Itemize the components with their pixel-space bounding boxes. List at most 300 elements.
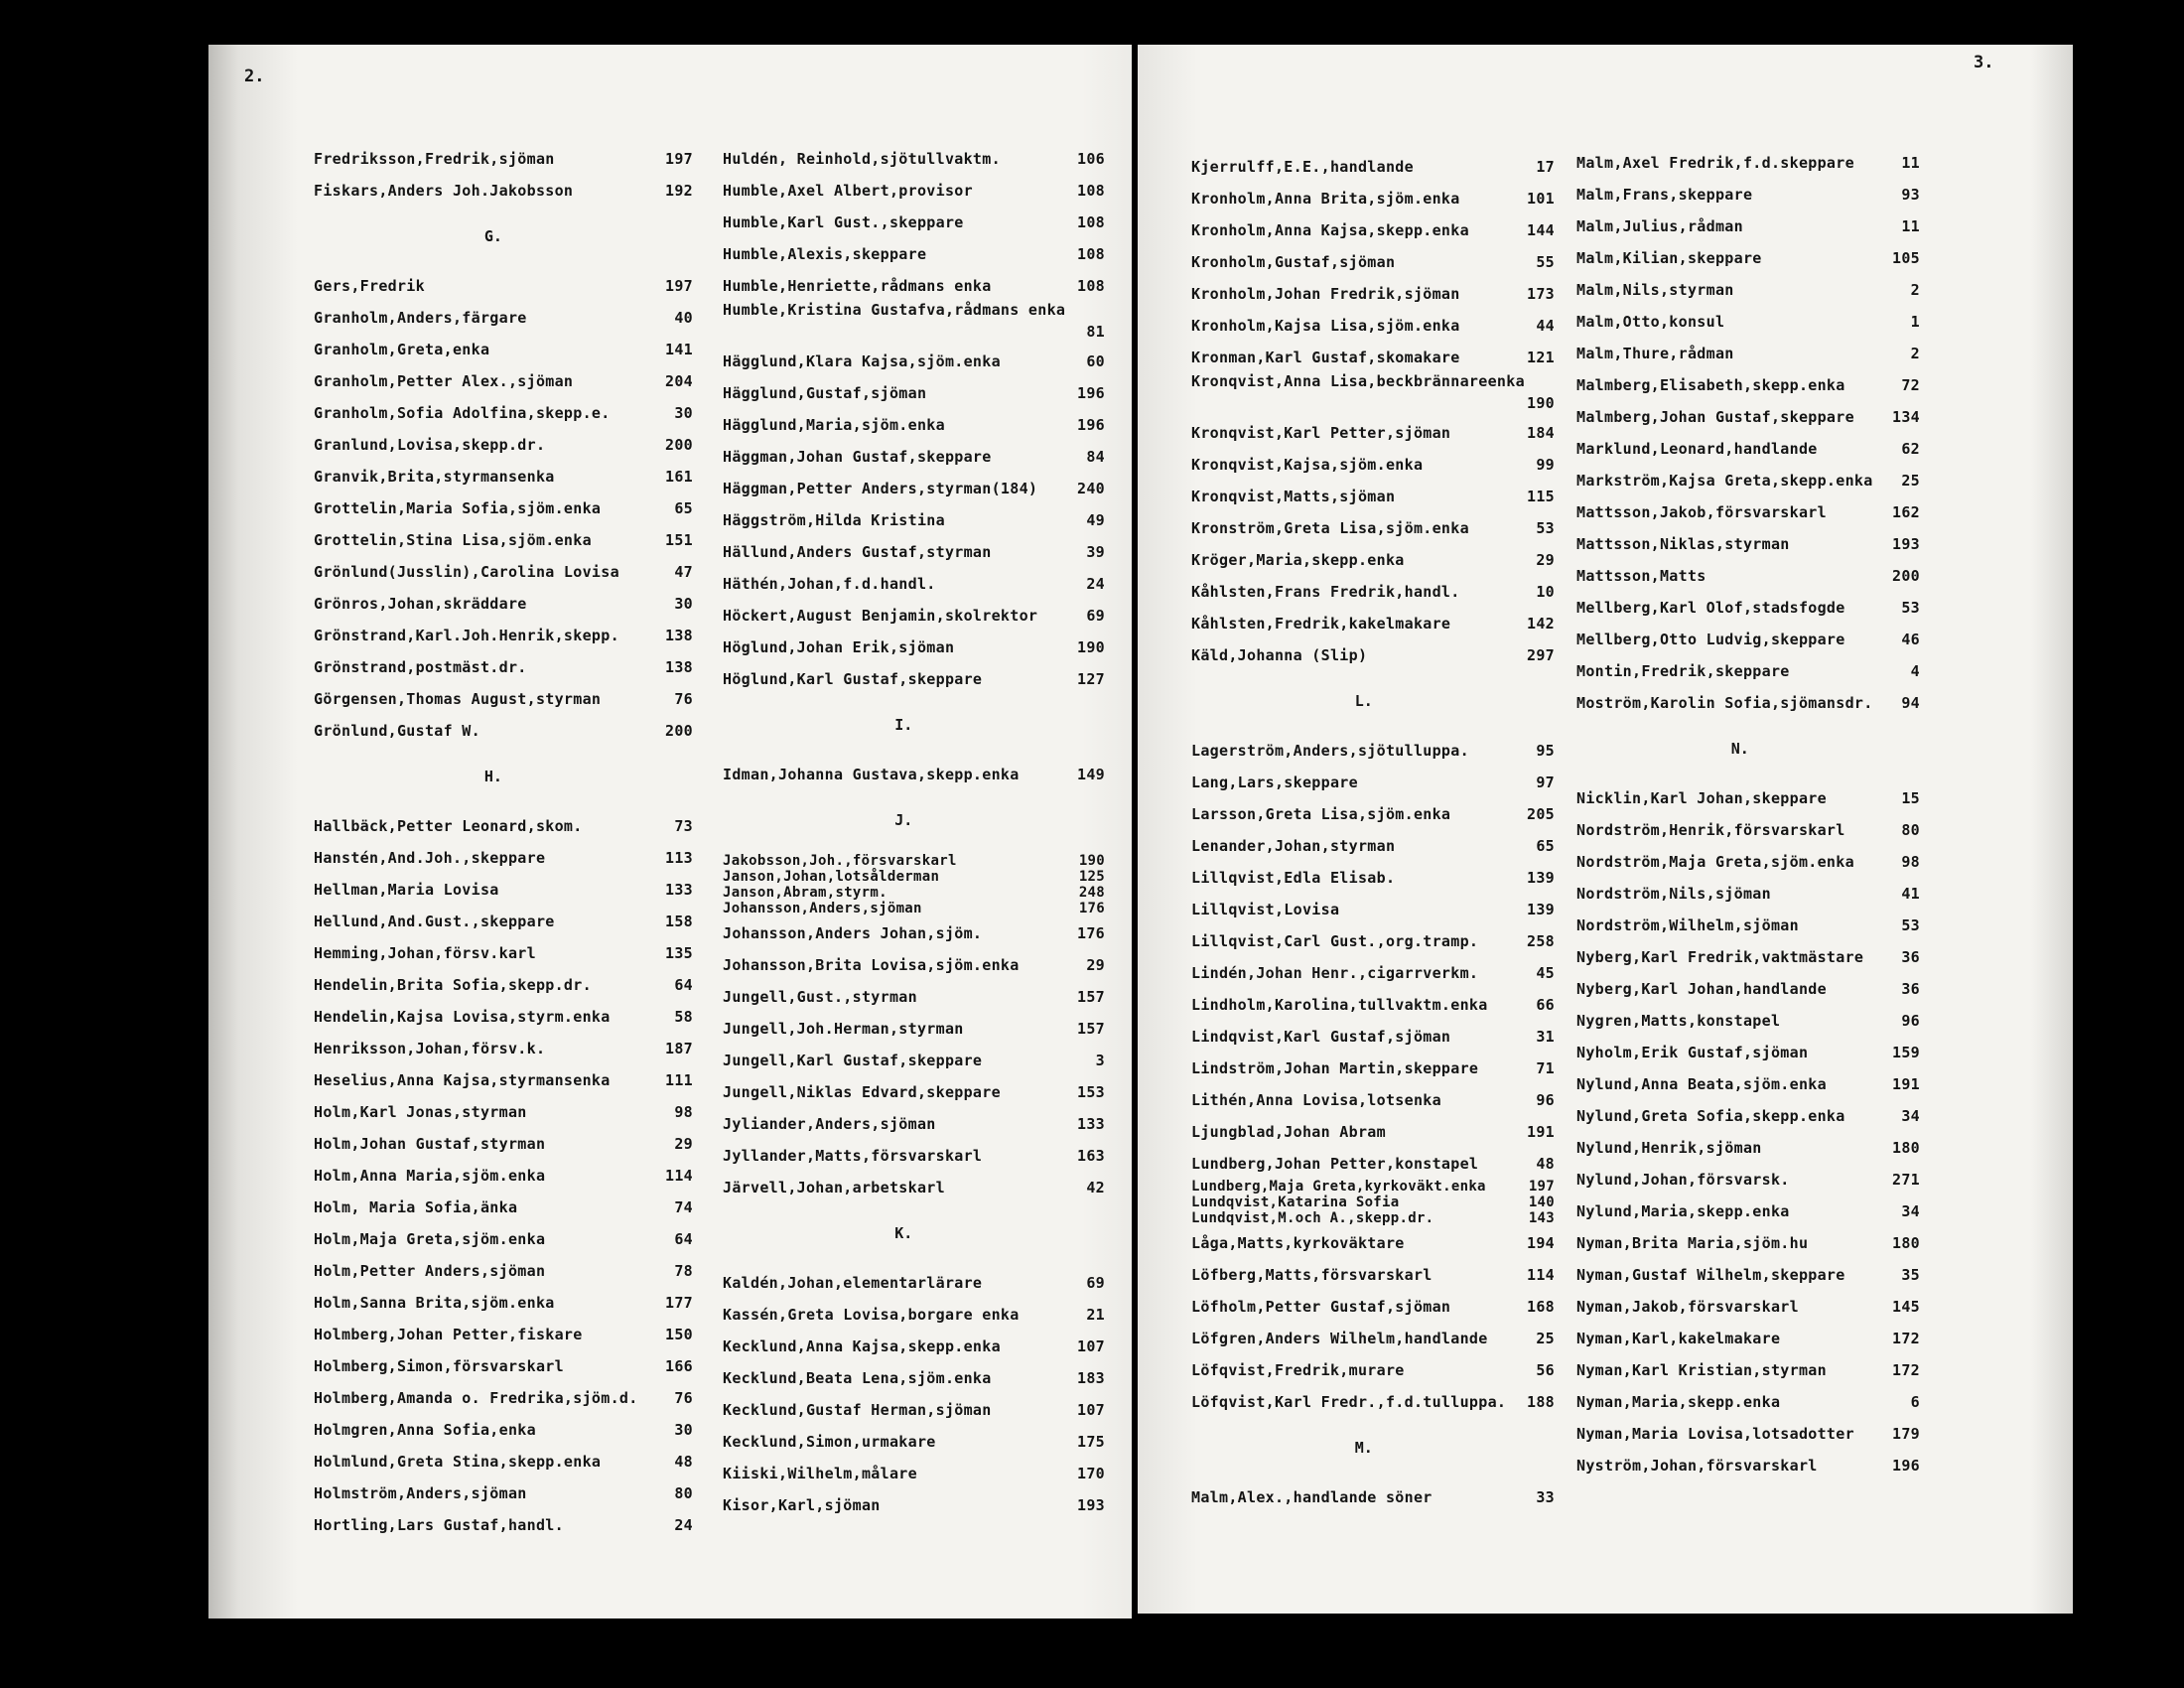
entry-name: Marklund,Leonard,handlande xyxy=(1576,440,1818,458)
entry-number: 36 xyxy=(1901,980,1920,998)
entry-number: 30 xyxy=(674,1421,693,1439)
entry-name: Görgensen,Thomas August,styrman xyxy=(314,690,602,708)
entry-number: 190 xyxy=(1077,638,1105,656)
index-entry xyxy=(314,714,693,746)
entry-name: Låga,Matts,kyrkoväktare xyxy=(1191,1234,1405,1252)
entry-number: 44 xyxy=(1536,317,1555,335)
entry-name: Kecklund,Beata Lena,sjöm.enka xyxy=(723,1369,992,1387)
entry-number: 65 xyxy=(1536,837,1555,855)
index-entry xyxy=(1576,1290,1920,1322)
entry-number: 35 xyxy=(1901,1266,1920,1284)
entry-number: 297 xyxy=(1527,646,1555,664)
entry-number: 190 xyxy=(1527,394,1555,412)
entry-name: Humble,Karl Gust.,skeppare xyxy=(723,213,964,231)
index-entry xyxy=(314,841,693,873)
index-entry xyxy=(1191,1179,1555,1195)
index-entry xyxy=(723,376,1105,408)
index-entry xyxy=(723,869,1105,885)
entry-number: 176 xyxy=(1077,924,1105,942)
entry-name: Nyman,Maria,skepp.enka xyxy=(1576,1393,1781,1411)
entry-name: Grönstrand,postmäst.dr. xyxy=(314,658,527,676)
entry-name: Lillqvist,Carl Gust.,org.tramp. xyxy=(1191,932,1479,950)
index-entry xyxy=(1576,1067,1920,1099)
entry-name: Mellberg,Otto Ludvig,skeppare xyxy=(1576,631,1845,648)
entry-number: 175 xyxy=(1077,1433,1105,1451)
index-entry xyxy=(314,905,693,936)
entry-number: 141 xyxy=(665,341,693,358)
index-entry xyxy=(314,142,693,174)
entry-name: Holmberg,Simon,försvarskarl xyxy=(314,1357,564,1375)
page-number: 2. xyxy=(244,67,265,86)
index-entry xyxy=(1576,940,1920,972)
entry-name: Jungell,Niklas Edvard,skeppare xyxy=(723,1083,1001,1101)
entry-number: 187 xyxy=(665,1040,693,1057)
entry-name: Höckert,August Benjamin,skolrektor xyxy=(723,607,1038,625)
index-entry xyxy=(1576,1163,1920,1195)
index-entry xyxy=(723,885,1105,901)
index-entry xyxy=(1576,337,1920,368)
index-entry xyxy=(1191,638,1555,670)
index-entry xyxy=(314,333,693,364)
index-entry xyxy=(1576,1195,1920,1226)
index-entry xyxy=(314,682,693,714)
entry-number: 139 xyxy=(1527,869,1555,887)
entry-name: Kronholm,Kajsa Lisa,sjöm.enka xyxy=(1191,317,1460,335)
entry-name: Kronholm,Anna Brita,sjöm.enka xyxy=(1191,190,1460,208)
entry-name: Nygren,Matts,konstapel xyxy=(1576,1012,1781,1030)
index-entry xyxy=(723,535,1105,567)
entry-name: Kröger,Maria,skepp.enka xyxy=(1191,551,1405,569)
index-entry xyxy=(314,809,693,841)
section-letter-text: M. xyxy=(1354,1439,1373,1457)
entry-number: 45 xyxy=(1536,964,1555,982)
entry-number: 161 xyxy=(665,468,693,486)
index-entry xyxy=(1576,623,1920,654)
entry-name: Nyman,Brita Maria,sjöm.hu xyxy=(1576,1234,1809,1252)
entry-number: 180 xyxy=(1892,1139,1920,1157)
index-entry xyxy=(314,1191,693,1222)
entry-name: Nordström,Henrik,försvarskarl xyxy=(1576,821,1845,839)
entry-name: Holm,Maja Greta,sjöm.enka xyxy=(314,1230,546,1248)
index-entry xyxy=(1576,432,1920,464)
entry-number: 183 xyxy=(1077,1369,1105,1387)
entry-number: 108 xyxy=(1077,213,1105,231)
entry-name: Grönros,Johan,skräddare xyxy=(314,595,527,613)
index-entry xyxy=(723,472,1105,503)
entry-name: Kronström,Greta Lisa,sjöm.enka xyxy=(1191,519,1469,537)
entry-name: Nyman,Gustaf Wilhelm,skeppare xyxy=(1576,1266,1845,1284)
index-entry xyxy=(723,1361,1105,1393)
index-entry xyxy=(314,1286,693,1318)
entry-number: 55 xyxy=(1536,253,1555,271)
entry-number: 80 xyxy=(1901,821,1920,839)
entry-name: Malm,Axel Fredrik,f.d.skeppare xyxy=(1576,154,1854,172)
section-letter xyxy=(1191,670,1555,734)
index-entry xyxy=(1191,797,1555,829)
entry-number: 114 xyxy=(665,1167,693,1185)
index-entry xyxy=(1191,511,1555,543)
entry-number: 121 xyxy=(1527,349,1555,366)
index-entry xyxy=(1576,1131,1920,1163)
entry-number: 196 xyxy=(1077,384,1105,402)
index-entry xyxy=(723,269,1105,301)
entry-name: Johansson,Anders,sjöman xyxy=(723,901,922,916)
index-entry xyxy=(1576,781,1920,813)
entry-number: 78 xyxy=(674,1262,693,1280)
entry-name: Grönlund(Jusslin),Carolina Lovisa xyxy=(314,563,619,581)
entry-number: 106 xyxy=(1077,150,1105,168)
entry-number: 65 xyxy=(674,499,693,517)
index-entry xyxy=(1191,245,1555,277)
entry-name: Lenander,Johan,styrman xyxy=(1191,837,1396,855)
index-entry xyxy=(723,916,1105,948)
index-entry xyxy=(314,1413,693,1445)
entry-number: 6 xyxy=(1910,1393,1920,1411)
entry-number: 39 xyxy=(1086,543,1105,561)
entry-number: 25 xyxy=(1901,472,1920,490)
entry-name: Lundberg,Johan Petter,konstapel xyxy=(1191,1155,1479,1173)
entry-number: 42 xyxy=(1086,1179,1105,1196)
index-entry xyxy=(723,1457,1105,1488)
entry-number: 113 xyxy=(665,849,693,867)
left-page xyxy=(208,45,1132,1618)
entry-name: Humble,Alexis,skeppare xyxy=(723,245,927,263)
entry-number: 196 xyxy=(1892,1457,1920,1475)
index-entry xyxy=(1191,893,1555,924)
index-entry xyxy=(1576,559,1920,591)
index-entry xyxy=(314,1445,693,1477)
entry-number: 24 xyxy=(674,1516,693,1534)
entry-number: 184 xyxy=(1527,424,1555,442)
entry-number: 71 xyxy=(1536,1059,1555,1077)
entry-name: Holmberg,Amanda o. Fredrika,sjöm.d. xyxy=(314,1389,638,1407)
entry-number: 93 xyxy=(1901,186,1920,204)
entry-name: Nyman,Karl Kristian,styrman xyxy=(1576,1361,1827,1379)
index-entry xyxy=(1191,341,1555,372)
index-entry xyxy=(1191,575,1555,607)
entry-number: 258 xyxy=(1527,932,1555,950)
entry-number: 80 xyxy=(674,1484,693,1502)
entry-number: 76 xyxy=(674,690,693,708)
entry-name: Kronqvist,Matts,sjöman xyxy=(1191,488,1396,505)
index-entry xyxy=(723,237,1105,269)
entry-name: Henriksson,Johan,försv.k. xyxy=(314,1040,546,1057)
entry-name: Kecklund,Anna Kajsa,skepp.enka xyxy=(723,1337,1001,1355)
entry-name: Hägglund,Gustaf,sjöman xyxy=(723,384,927,402)
index-entry xyxy=(1191,213,1555,245)
entry-number: 108 xyxy=(1077,277,1105,295)
entry-number: 53 xyxy=(1901,599,1920,617)
entry-name: Hendelin,Kajsa Lovisa,styrm.enka xyxy=(314,1008,611,1026)
index-entry xyxy=(1191,1115,1555,1147)
entry-name: Höglund,Johan Erik,sjöman xyxy=(723,638,955,656)
index-entry xyxy=(1576,527,1920,559)
entry-name: Fredriksson,Fredrik,sjöman xyxy=(314,150,555,168)
entry-number: 11 xyxy=(1901,154,1920,172)
entry-number: 73 xyxy=(674,817,693,835)
index-entry xyxy=(723,1425,1105,1457)
entry-number: 74 xyxy=(674,1198,693,1216)
entry-name: Mellberg,Karl Olof,stadsfogde xyxy=(1576,599,1845,617)
entry-number: 248 xyxy=(1078,885,1105,901)
index-entry xyxy=(1191,1290,1555,1322)
index-entry xyxy=(723,408,1105,440)
entry-number: 157 xyxy=(1077,1020,1105,1038)
index-entry xyxy=(314,428,693,460)
entry-name: Lindén,Johan Henr.,cigarrverkm. xyxy=(1191,964,1479,982)
entry-name: Hägglund,Klara Kajsa,sjöm.enka xyxy=(723,352,1001,370)
index-entry xyxy=(314,174,693,206)
index-entry xyxy=(1576,1417,1920,1449)
entry-number: 133 xyxy=(665,881,693,899)
index-entry xyxy=(723,1044,1105,1075)
index-entry xyxy=(1191,1385,1555,1417)
entry-name: Johansson,Anders Johan,sjöm. xyxy=(723,924,983,942)
index-entry xyxy=(1191,861,1555,893)
index-entry xyxy=(723,901,1105,916)
entry-number: 172 xyxy=(1892,1361,1920,1379)
index-entry xyxy=(1191,1195,1555,1210)
entry-number: 162 xyxy=(1892,503,1920,521)
entry-name: Janson,Abram,styrm. xyxy=(723,885,887,901)
index-entry xyxy=(314,587,693,619)
entry-name: Kronholm,Johan Fredrik,sjöman xyxy=(1191,285,1460,303)
entry-name: Humble,Axel Albert,provisor xyxy=(723,182,973,200)
entry-name: Holm,Karl Jonas,styrman xyxy=(314,1103,527,1121)
entry-number: 69 xyxy=(1086,607,1105,625)
entry-name: Nyman,Jakob,försvarskarl xyxy=(1576,1298,1799,1316)
entry-number: 15 xyxy=(1901,789,1920,807)
entry-number: 200 xyxy=(1892,567,1920,585)
section-letter-text: I. xyxy=(894,716,913,734)
index-entry xyxy=(723,345,1105,376)
entry-name: Nyberg,Karl Johan,handlande xyxy=(1576,980,1827,998)
entry-number: 192 xyxy=(665,182,693,200)
entry-number: 140 xyxy=(1528,1195,1555,1210)
entry-name: Lagerström,Anders,sjötulluppa. xyxy=(1191,742,1469,760)
index-entry xyxy=(314,968,693,1000)
entry-number: 2 xyxy=(1910,345,1920,362)
index-entry xyxy=(1576,464,1920,495)
index-entry xyxy=(723,1139,1105,1171)
entry-name: Kronholm,Anna Kajsa,skepp.enka xyxy=(1191,221,1469,239)
entry-name: Hendelin,Brita Sofia,skepp.dr. xyxy=(314,976,592,994)
index-entry xyxy=(723,853,1105,869)
index-entry xyxy=(723,1330,1105,1361)
index-entry xyxy=(314,650,693,682)
index-entry xyxy=(314,1127,693,1159)
entry-name: Hemming,Johan,försv.karl xyxy=(314,944,536,962)
entry-number: 153 xyxy=(1077,1083,1105,1101)
entry-name: Montin,Fredrik,skeppare xyxy=(1576,662,1790,680)
entry-name: Löfgren,Anders Wilhelm,handlande xyxy=(1191,1330,1488,1347)
entry-name: Hägglund,Maria,sjöm.enka xyxy=(723,416,945,434)
entry-number: 30 xyxy=(674,404,693,422)
index-entry xyxy=(314,1222,693,1254)
entry-number: 188 xyxy=(1527,1393,1555,1411)
entry-name: Moström,Karolin Sofia,sjömansdr. xyxy=(1576,694,1873,712)
entry-number: 134 xyxy=(1892,408,1920,426)
index-entry xyxy=(1191,734,1555,766)
entry-name: Lundberg,Maja Greta,kyrkoväkt.enka xyxy=(1191,1179,1486,1195)
entry-number: 34 xyxy=(1901,1107,1920,1125)
entry-number: 41 xyxy=(1901,885,1920,903)
index-entry xyxy=(314,364,693,396)
entry-number: 107 xyxy=(1077,1401,1105,1419)
entry-name: Granholm,Petter Alex.,sjöman xyxy=(314,372,574,390)
entry-number: 191 xyxy=(1892,1075,1920,1093)
index-entry xyxy=(723,599,1105,631)
entry-number: 168 xyxy=(1527,1298,1555,1316)
section-letter xyxy=(1576,718,1920,781)
index-entry xyxy=(1191,1083,1555,1115)
entry-name: Jyllander,Matts,försvarskarl xyxy=(723,1147,983,1165)
entry-name: Löfqvist,Karl Fredr.,f.d.tulluppa. xyxy=(1191,1393,1507,1411)
entry-number: 49 xyxy=(1086,511,1105,529)
entry-number: 190 xyxy=(1078,853,1105,869)
entry-number: 177 xyxy=(665,1294,693,1312)
index-entry xyxy=(314,873,693,905)
entry-name: Kiiski,Wilhelm,målare xyxy=(723,1465,917,1482)
entry-name: Malmberg,Johan Gustaf,skeppare xyxy=(1576,408,1854,426)
entry-number: 97 xyxy=(1536,774,1555,791)
entry-number: 96 xyxy=(1901,1012,1920,1030)
index-entry xyxy=(314,1000,693,1032)
entry-name: Häggman,Petter Anders,styrman(184) xyxy=(723,480,1038,497)
entry-number: 46 xyxy=(1901,631,1920,648)
entry-number: 138 xyxy=(665,658,693,676)
entry-name: Lindqvist,Karl Gustaf,sjöman xyxy=(1191,1028,1451,1046)
entry-name: Idman,Johanna Gustava,skepp.enka xyxy=(723,766,1020,783)
entry-name: Kassén,Greta Lovisa,borgare enka xyxy=(723,1306,1020,1324)
entry-number: 107 xyxy=(1077,1337,1105,1355)
index-entry xyxy=(1191,448,1555,480)
entry-name: Holm,Sanna Brita,sjöm.enka xyxy=(314,1294,555,1312)
index-entry xyxy=(723,1488,1105,1520)
entry-name: Nordström,Nils,sjöman xyxy=(1576,885,1771,903)
entry-name: Grönstrand,Karl.Joh.Henrik,skepp. xyxy=(314,627,619,644)
index-entry xyxy=(1576,654,1920,686)
index-entry xyxy=(1576,1353,1920,1385)
index-entry xyxy=(1576,368,1920,400)
entry-name: Hällund,Anders Gustaf,styrman xyxy=(723,543,992,561)
entry-number: 30 xyxy=(674,595,693,613)
entry-number: 72 xyxy=(1901,376,1920,394)
entry-number: 205 xyxy=(1527,805,1555,823)
entry-name: Nyman,Maria Lovisa,lotsadotter xyxy=(1576,1425,1854,1443)
entry-number: 151 xyxy=(665,531,693,549)
entry-number: 108 xyxy=(1077,245,1105,263)
entry-name: Häggström,Hilda Kristina xyxy=(723,511,945,529)
entry-number: 94 xyxy=(1901,694,1920,712)
entry-name: Humble,Kristina Gustafva,rådmans enka xyxy=(723,301,1066,319)
index-entry xyxy=(723,1075,1105,1107)
entry-number: 139 xyxy=(1527,901,1555,918)
entry-name: Kåhlsten,Fredrik,kakelmakare xyxy=(1191,615,1451,633)
section-letter-text: J. xyxy=(894,811,913,829)
entry-name: Malm,Otto,konsul xyxy=(1576,313,1725,331)
entry-name: Malmberg,Elisabeth,skepp.enka xyxy=(1576,376,1845,394)
entry-name: Jakobsson,Joh.,försvarskarl xyxy=(723,853,957,869)
index-entry xyxy=(1191,1258,1555,1290)
entry-name: Nordström,Maja Greta,sjöm.enka xyxy=(1576,853,1854,871)
entry-number: 56 xyxy=(1536,1361,1555,1379)
entry-name: Humble,Henriette,rådmans enka xyxy=(723,277,992,295)
entry-name: Lundqvist,Katarina Sofia xyxy=(1191,1195,1400,1210)
entry-name: Granholm,Anders,färgare xyxy=(314,309,527,327)
entry-number: 1 xyxy=(1910,313,1920,331)
index-entry xyxy=(1191,956,1555,988)
index-entry xyxy=(1191,924,1555,956)
entry-name: Lang,Lars,skeppare xyxy=(1191,774,1358,791)
entry-name: Kronqvist,Kajsa,sjöm.enka xyxy=(1191,456,1424,474)
entry-number: 179 xyxy=(1892,1425,1920,1443)
entry-name: Markström,Kajsa Greta,skepp.enka xyxy=(1576,472,1873,490)
index-entry xyxy=(314,1381,693,1413)
entry-name: Janson,Johan,lotsålderman xyxy=(723,869,940,885)
section-letter-text: H. xyxy=(483,768,502,785)
entry-name: Kisor,Karl,sjöman xyxy=(723,1496,881,1514)
entry-number: 149 xyxy=(1077,766,1105,783)
index-entry xyxy=(1191,309,1555,341)
index-entry xyxy=(1191,372,1555,416)
index-entry xyxy=(1191,1147,1555,1179)
index-entry xyxy=(314,1318,693,1349)
entry-number: 4 xyxy=(1910,662,1920,680)
entry-number: 142 xyxy=(1527,615,1555,633)
section-letter-text: N. xyxy=(1730,740,1749,758)
entry-number: 64 xyxy=(674,1230,693,1248)
entry-name: Grottelin,Stina Lisa,sjöm.enka xyxy=(314,531,592,549)
entry-number: 29 xyxy=(674,1135,693,1153)
entry-number: 105 xyxy=(1892,249,1920,267)
index-entry xyxy=(723,980,1105,1012)
entry-name: Jungell,Gust.,styrman xyxy=(723,988,917,1006)
entry-name: Löfholm,Petter Gustaf,sjöman xyxy=(1191,1298,1451,1316)
entry-name: Jyliander,Anders,sjöman xyxy=(723,1115,936,1133)
entry-name: Lindström,Johan Martin,skeppare xyxy=(1191,1059,1479,1077)
entry-number: 40 xyxy=(674,309,693,327)
entry-name: Nyman,Karl,kakelmakare xyxy=(1576,1330,1781,1347)
entry-number: 31 xyxy=(1536,1028,1555,1046)
entry-name: Holmström,Anders,sjöman xyxy=(314,1484,527,1502)
entry-number: 133 xyxy=(1077,1115,1105,1133)
index-entry xyxy=(723,948,1105,980)
index-entry xyxy=(1576,1004,1920,1036)
index-entry xyxy=(1576,591,1920,623)
index-entry xyxy=(1576,1258,1920,1290)
entry-name: Järvell,Johan,arbetskarl xyxy=(723,1179,945,1196)
index-entry xyxy=(314,301,693,333)
index-entry xyxy=(723,440,1105,472)
entry-name: Hallbäck,Petter Leonard,skom. xyxy=(314,817,583,835)
index-column xyxy=(1191,150,1555,1512)
entry-name: Kecklund,Gustaf Herman,sjöman xyxy=(723,1401,992,1419)
index-entry xyxy=(1576,909,1920,940)
entry-number: 98 xyxy=(1901,853,1920,871)
entry-number: 58 xyxy=(674,1008,693,1026)
index-entry xyxy=(1576,972,1920,1004)
entry-name: Kronman,Karl Gustaf,skomakare xyxy=(1191,349,1460,366)
index-entry xyxy=(1191,182,1555,213)
entry-number: 69 xyxy=(1086,1274,1105,1292)
section-letter xyxy=(314,206,693,269)
entry-number: 76 xyxy=(674,1389,693,1407)
entry-name: Nylund,Johan,försvarsk. xyxy=(1576,1171,1790,1189)
entry-number: 158 xyxy=(665,913,693,930)
index-entry xyxy=(1576,210,1920,241)
index-entry xyxy=(1191,277,1555,309)
